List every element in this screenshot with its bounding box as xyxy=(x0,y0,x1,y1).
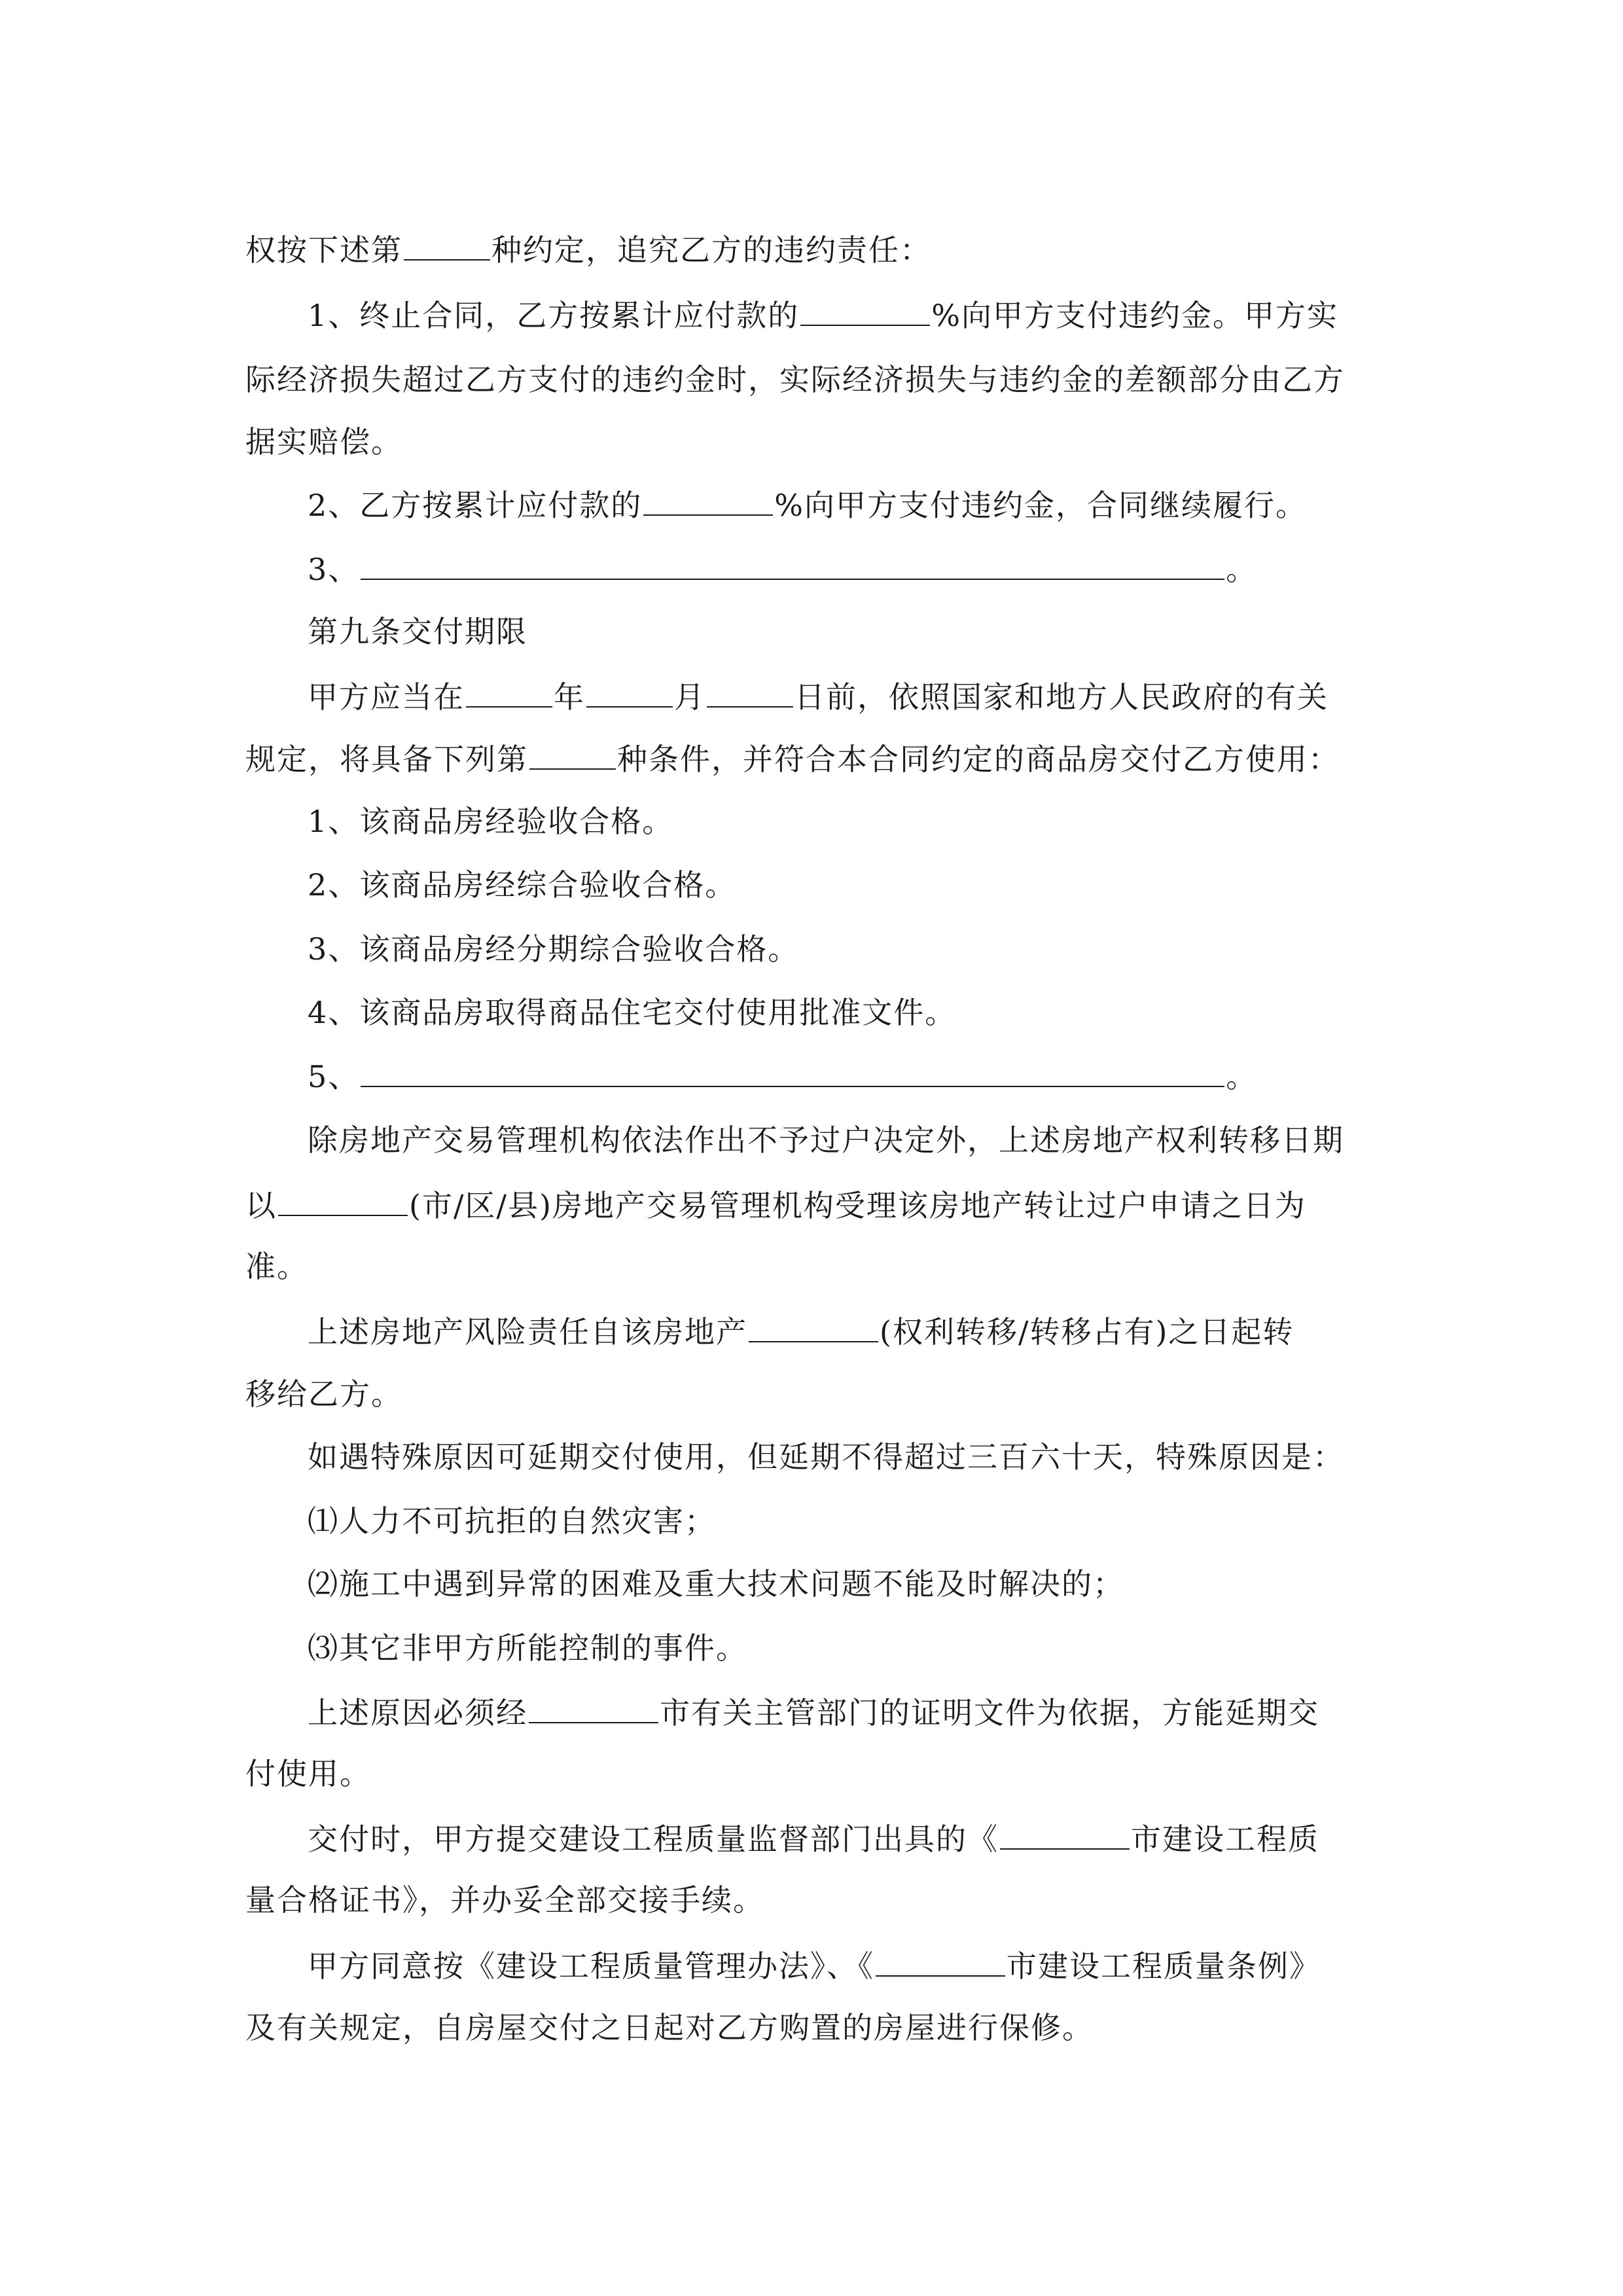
text-segment: 市有关主管部门的证明文件为依据，方能延期交 xyxy=(660,1695,1319,1731)
text-segment: 准。 xyxy=(245,1249,308,1284)
fill-in-blank[interactable] xyxy=(404,229,490,260)
text-line xyxy=(308,1628,747,1668)
fill-in-blank[interactable] xyxy=(529,1692,658,1723)
text-segment: 量合格证书》，并办妥全部交接手续。 xyxy=(245,1882,764,1918)
text-segment: 月 xyxy=(674,679,705,715)
text-line xyxy=(308,1564,1124,1604)
text-segment: 。 xyxy=(1226,552,1258,587)
fill-in-blank[interactable] xyxy=(361,548,1224,580)
text-segment: %向甲方支付违约金。甲方实 xyxy=(931,298,1338,333)
text-line xyxy=(308,295,1338,335)
text-line xyxy=(308,1501,716,1541)
text-segment: 甲方同意按《建设工程质量管理办法》、《 xyxy=(308,1948,874,1984)
fill-in-blank[interactable] xyxy=(361,1056,1224,1087)
text-line xyxy=(308,612,527,651)
fill-in-blank[interactable] xyxy=(1000,1818,1130,1850)
text-segment: 日前，依照国家和地方人民政府的有关 xyxy=(794,679,1329,715)
text-line xyxy=(308,865,736,905)
text-line xyxy=(308,484,1307,525)
text-segment: 1、终止合同，乙方按累计应付款的 xyxy=(308,298,800,333)
text-segment: 甲方应当在 xyxy=(308,679,465,715)
text-segment: 年 xyxy=(554,679,585,715)
text-segment: (权利转移/转移占有)之日起转 xyxy=(880,1314,1294,1350)
text-segment: 付使用。 xyxy=(245,1756,371,1791)
text-line xyxy=(308,1945,1321,1986)
text-segment: ⑵施工中遇到异常的困难及重大技术问题不能及时解决的； xyxy=(308,1566,1124,1602)
text-segment: 2、乙方按累计应付款的 xyxy=(308,488,643,523)
text-line xyxy=(245,1880,764,1920)
text-segment: 际经济损失超过乙方支付的违约金时，实际经济损失与违约金的差额部分由乙方 xyxy=(245,362,1345,397)
fill-in-blank[interactable] xyxy=(707,676,793,708)
text-line xyxy=(308,802,673,841)
text-segment: 。 xyxy=(1226,1059,1258,1094)
text-segment: 权按下述第 xyxy=(245,232,402,268)
text-segment: 上述房地产风险责任自该房地产 xyxy=(308,1314,747,1350)
text-segment: 市建设工程质 xyxy=(1131,1821,1319,1857)
text-segment: 如遇特殊原因可延期交付使用，但延期不得超过三百六十天，特殊原因是： xyxy=(308,1439,1344,1475)
text-line xyxy=(245,229,931,270)
text-line xyxy=(308,1121,1344,1160)
text-segment: 种条件，并符合本合同约定的商品房交付乙方使用： xyxy=(617,742,1340,777)
text-segment: %向甲方支付违约金，合同继续履行。 xyxy=(774,488,1307,523)
fill-in-blank[interactable] xyxy=(876,1945,1005,1977)
fill-in-blank[interactable] xyxy=(278,1185,408,1216)
text-segment: ⑶其它非甲方所能控制的事件。 xyxy=(308,1630,747,1666)
text-line xyxy=(308,993,956,1032)
fill-in-blank[interactable] xyxy=(529,738,616,770)
text-line xyxy=(308,1311,1294,1352)
text-line xyxy=(245,1247,308,1286)
text-segment: 2、该商品房经综合验收合格。 xyxy=(308,867,737,903)
text-line xyxy=(308,1056,1257,1096)
text-segment: 第九条交付期限 xyxy=(308,614,527,649)
text-line xyxy=(245,422,402,461)
text-line xyxy=(308,548,1257,589)
fill-in-blank[interactable] xyxy=(466,676,552,708)
text-segment: 除房地产交易管理机构依法作出不予过户决定外，上述房地产权利转移日期 xyxy=(308,1122,1344,1158)
text-line xyxy=(245,2008,1094,2047)
text-segment: 移给乙方。 xyxy=(245,1376,402,1412)
text-line xyxy=(245,1185,1306,1225)
text-segment: (市/区/县)房地产交易管理机构受理该房地产转让过户申请之日为 xyxy=(409,1188,1306,1223)
text-line xyxy=(308,1692,1319,1732)
text-segment: 种约定，追究乙方的违约责任： xyxy=(491,232,931,268)
text-segment: 1、该商品房经验收合格。 xyxy=(308,804,674,839)
text-segment: 5、 xyxy=(308,1059,360,1094)
text-line xyxy=(245,738,1340,779)
text-line xyxy=(308,1818,1319,1859)
text-line xyxy=(245,1374,402,1414)
fill-in-blank[interactable] xyxy=(643,484,773,516)
text-line xyxy=(245,1754,371,1793)
text-segment: ⑴人力不可抗拒的自然灾害； xyxy=(308,1503,716,1539)
text-segment: 以 xyxy=(245,1188,277,1223)
text-segment: 据实赔偿。 xyxy=(245,424,402,459)
text-line xyxy=(308,1437,1344,1477)
text-segment: 3、 xyxy=(308,552,360,587)
text-segment: 及有关规定，自房屋交付之日起对乙方购置的房屋进行保修。 xyxy=(245,2010,1094,2045)
text-segment: 市建设工程质量条例》 xyxy=(1007,1948,1321,1984)
text-segment: 4、该商品房取得商品住宅交付使用批准文件。 xyxy=(308,995,957,1030)
fill-in-blank[interactable] xyxy=(586,676,673,708)
text-segment: 规定，将具备下列第 xyxy=(245,742,528,777)
text-line xyxy=(308,929,799,969)
text-line xyxy=(308,676,1329,717)
fill-in-blank[interactable] xyxy=(749,1311,878,1342)
text-segment: 交付时，甲方提交建设工程质量监督部门出具的《 xyxy=(308,1821,999,1857)
text-line xyxy=(245,360,1345,399)
fill-in-blank[interactable] xyxy=(800,295,930,326)
text-segment: 3、该商品房经分期综合验收合格。 xyxy=(308,931,800,967)
text-segment: 上述原因必须经 xyxy=(308,1695,527,1731)
